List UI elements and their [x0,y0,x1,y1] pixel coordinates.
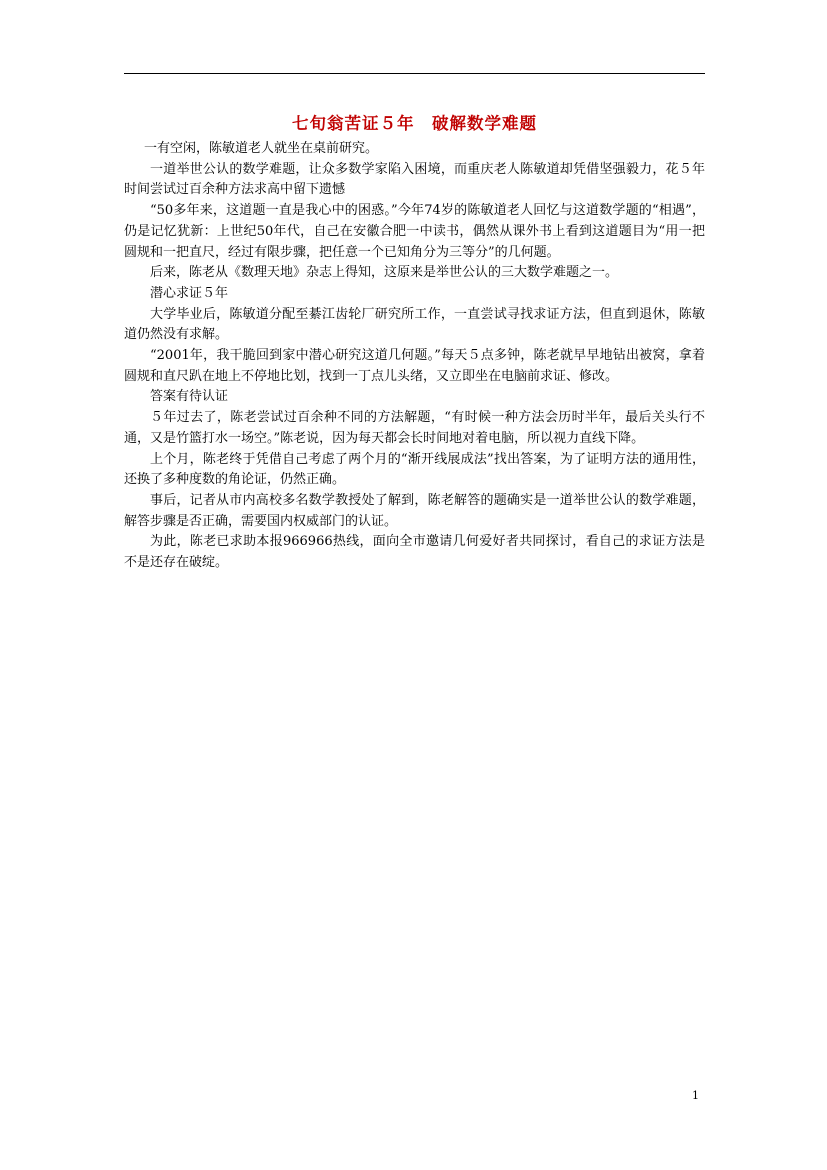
header-rule [124,73,705,74]
article-body [124,110,705,574]
paragraph: “50多年来，这道题一直是我心中的困惑。”今年74岁的陈敏道老人回忆与这道数学题的“相遇”，仍是记忆犹新：上世纪50年代，自己在安徽合肥一中读书，偶然从课外书上看到这道题目为“用一把圆规和一把直尺，经过有限步骤，把任意一个已知角分为三等分”的几何题。 [124,203,705,260]
section-heading: 潜心求证５年 [150,285,229,301]
paragraph: 上个月，陈老终于凭借自己考虑了两个月的“渐开线展成法”找出答案，为了证明方法的通用性，还换了多种度数的角论证，仍然正确。 [124,451,705,488]
page-number: 1 [692,1089,699,1102]
paragraph: 事后，记者从市内高校多名数学教授处了解到，陈老解答的题确实是一道举世公认的数学难题，解答步骤是否正确，需要国内权威部门的认证。 [124,492,705,529]
paragraph-intro: 一有空闲，陈敏道老人就坐在桌前研究。 [144,141,379,156]
paragraph: 大学毕业后，陈敏道分配至綦江齿轮厂研究所工作，一直尝试寻找求证方法，但直到退休，陈敏道仍然没有求解。 [124,306,705,343]
paragraph: 一道举世公认的数学难题，让众多数学家陷入困境，而重庆老人陈敏道却凭借坚强毅力，花５年时间尝试过百余种方法求高中留下遗憾 [124,161,705,198]
article-title: 七旬翁苦证５年 破解数学难题 [292,114,537,133]
paragraph: “2001年，我干脆回到家中潜心研究这道几何题。”每天５点多钟，陈老就早早地钻出被窝，拿着圆规和直尺趴在地上不停地比划，找到一丁点儿头绪，又立即坐在电脑前求证、修改。 [124,348,705,384]
paragraph: ５年过去了，陈老尝试过百余种不同的方法解题，“有时候一种方法会历时半年，最后关头行不通，又是竹篮打水一场空。”陈老说，因为每天都会长时间地对着电脑，所以视力直线下降。 [124,410,705,446]
paragraph: 为此，陈老已求助本报966966热线，面向全市邀请几何爱好者共同探讨，看自己的求证方法是不是还存在破绽。 [124,534,705,571]
section-heading: 答案有待认证 [150,389,229,405]
paragraph: 后来，陈老从《数理天地》杂志上得知，这原来是举世公认的三大数学难题之一。 [150,265,619,281]
